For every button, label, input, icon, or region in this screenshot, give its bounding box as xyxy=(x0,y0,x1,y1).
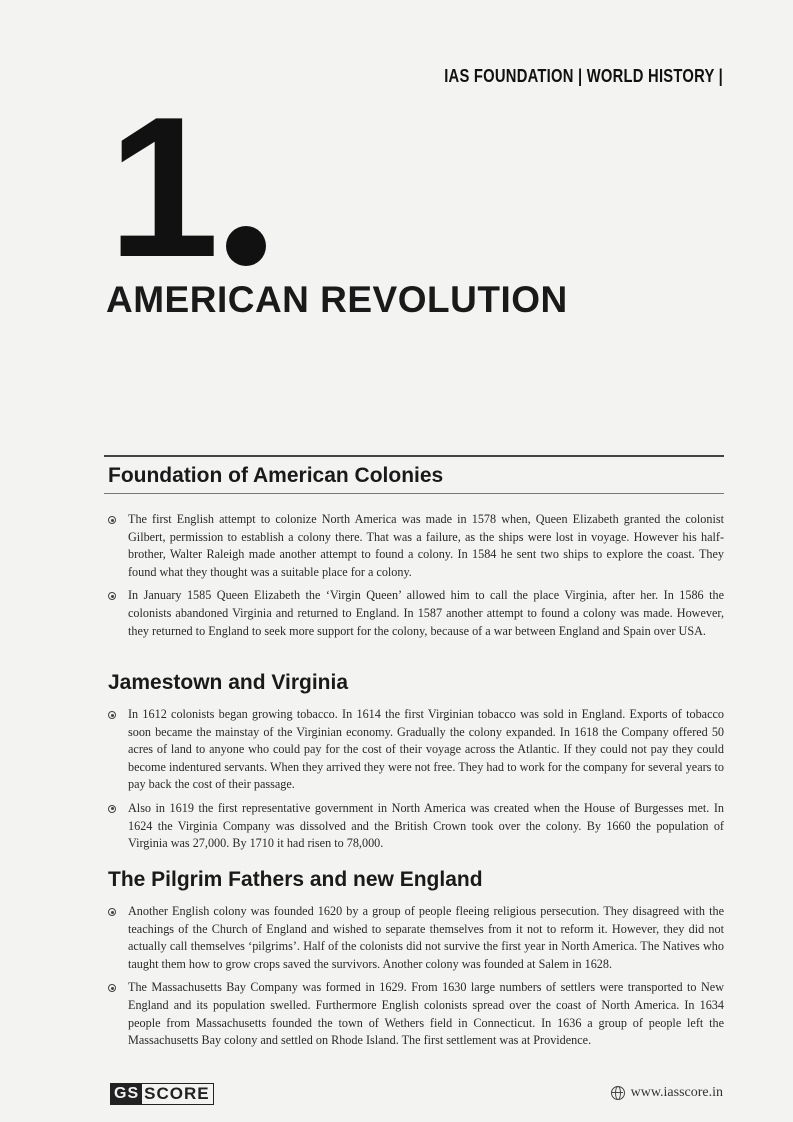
bullet-list xyxy=(108,511,724,646)
bullet-icon xyxy=(108,984,116,992)
bullet-text: The Massachusetts Bay Company was formed in 1629. From 1630 large numbers of settlers were transported to New England and its population swelled. Furthermore English colonists spread over the coast of North America. In 1634 people from Massachusetts founded the town of Wethers field in Connecticut. In 1636 a group of people left the Massachusetts Bay colony and settled on Rhode Island. The first settlement was at Providence. xyxy=(128,980,724,1048)
section-rule-bottom xyxy=(104,493,724,494)
website-url: www.iasscore.in xyxy=(630,1085,723,1100)
gsscore-logo xyxy=(110,1083,214,1105)
list-item xyxy=(108,800,724,853)
bullet-list xyxy=(108,706,724,859)
list-item xyxy=(108,903,724,973)
bullet-icon xyxy=(108,908,116,916)
bullet-text: The first English attempt to colonize North America was made in 1578 when, Queen Elizabeth granted the colonist Gilbert, permission to establish a colony there. That was a failure, as the ships were lost in voyage. However his half-brother, Walter Raleigh made another attempt to found a colony. In 1584 he sent two ships to explore the coast. They found what they thought was a suitable place for a colony. xyxy=(128,512,724,579)
section-heading: Foundation of American Colonies xyxy=(108,464,444,487)
list-item xyxy=(108,979,724,1049)
bullet-icon xyxy=(108,805,116,813)
list-item xyxy=(108,587,724,640)
bullet-text: Another English colony was founded 1620 by a group of people fleeing religious persecution. They disagreed with the teachings of the Church of England and wished to separate themselves from it not to reform it. However, they did not actually call themselves ‘pilgrims’. Half of the colonists did not survive the first year in North America. The Natives who taught them how to grow crops saved the survivors. Another colony was founded at Salem in 1628. xyxy=(128,904,724,971)
section-rule-top xyxy=(104,455,724,457)
logo-score: SCORE xyxy=(144,1084,210,1103)
bullet-icon xyxy=(108,592,116,600)
section-heading: The Pilgrim Fathers and new England xyxy=(108,868,483,891)
list-item xyxy=(108,511,724,581)
bullet-text: In 1612 colonists began growing tobacco. In 1614 the first Virginian tobacco was sold in England. Exports of tobacco soon became the mainstay of the Virginian economy. Gradually the colony expanded. In 1618 the Company offered 50 acres of land to anyone who could pay for the cost of their voyage across the Atlantic. If they could not pay they could become indentured servants. When they arrived they were not free. They had to work for the company for several years to pay back the cost of their passage. xyxy=(128,707,724,792)
chapter-title: AMERICAN REVOLUTION xyxy=(106,279,568,320)
bullet-icon xyxy=(108,516,116,524)
chapter-number: 1 xyxy=(108,76,216,299)
bullet-text: Also in 1619 the first representative government in North America was created when the House of Burgesses met. In 1624 the Virginia Company was dissolved and the British Crown took over the colony. By 1660 the population of Virginia was 27,000. By 1710 it had risen to 78,000. xyxy=(128,800,724,851)
running-header: IAS FOUNDATION | WORLD HISTORY | xyxy=(444,66,723,86)
bullet-icon xyxy=(108,711,116,719)
logo-gs: GS xyxy=(111,1084,142,1104)
globe-icon xyxy=(611,1086,625,1100)
chapter-number-dot xyxy=(226,226,266,266)
bullet-list xyxy=(108,903,724,1056)
footer-website xyxy=(611,1085,723,1101)
list-item xyxy=(108,706,724,794)
section-heading: Jamestown and Virginia xyxy=(108,671,349,694)
bullet-text: In January 1585 Queen Elizabeth the ‘Virgin Queen’ allowed him to call the place Virginia, after her. In 1586 the colonists abandoned Virginia and returned to England. In 1587 another attempt to found a colony was made. However, they returned to England to seek more support for the colony, because of a war between England and Spain over USA. xyxy=(128,588,724,638)
